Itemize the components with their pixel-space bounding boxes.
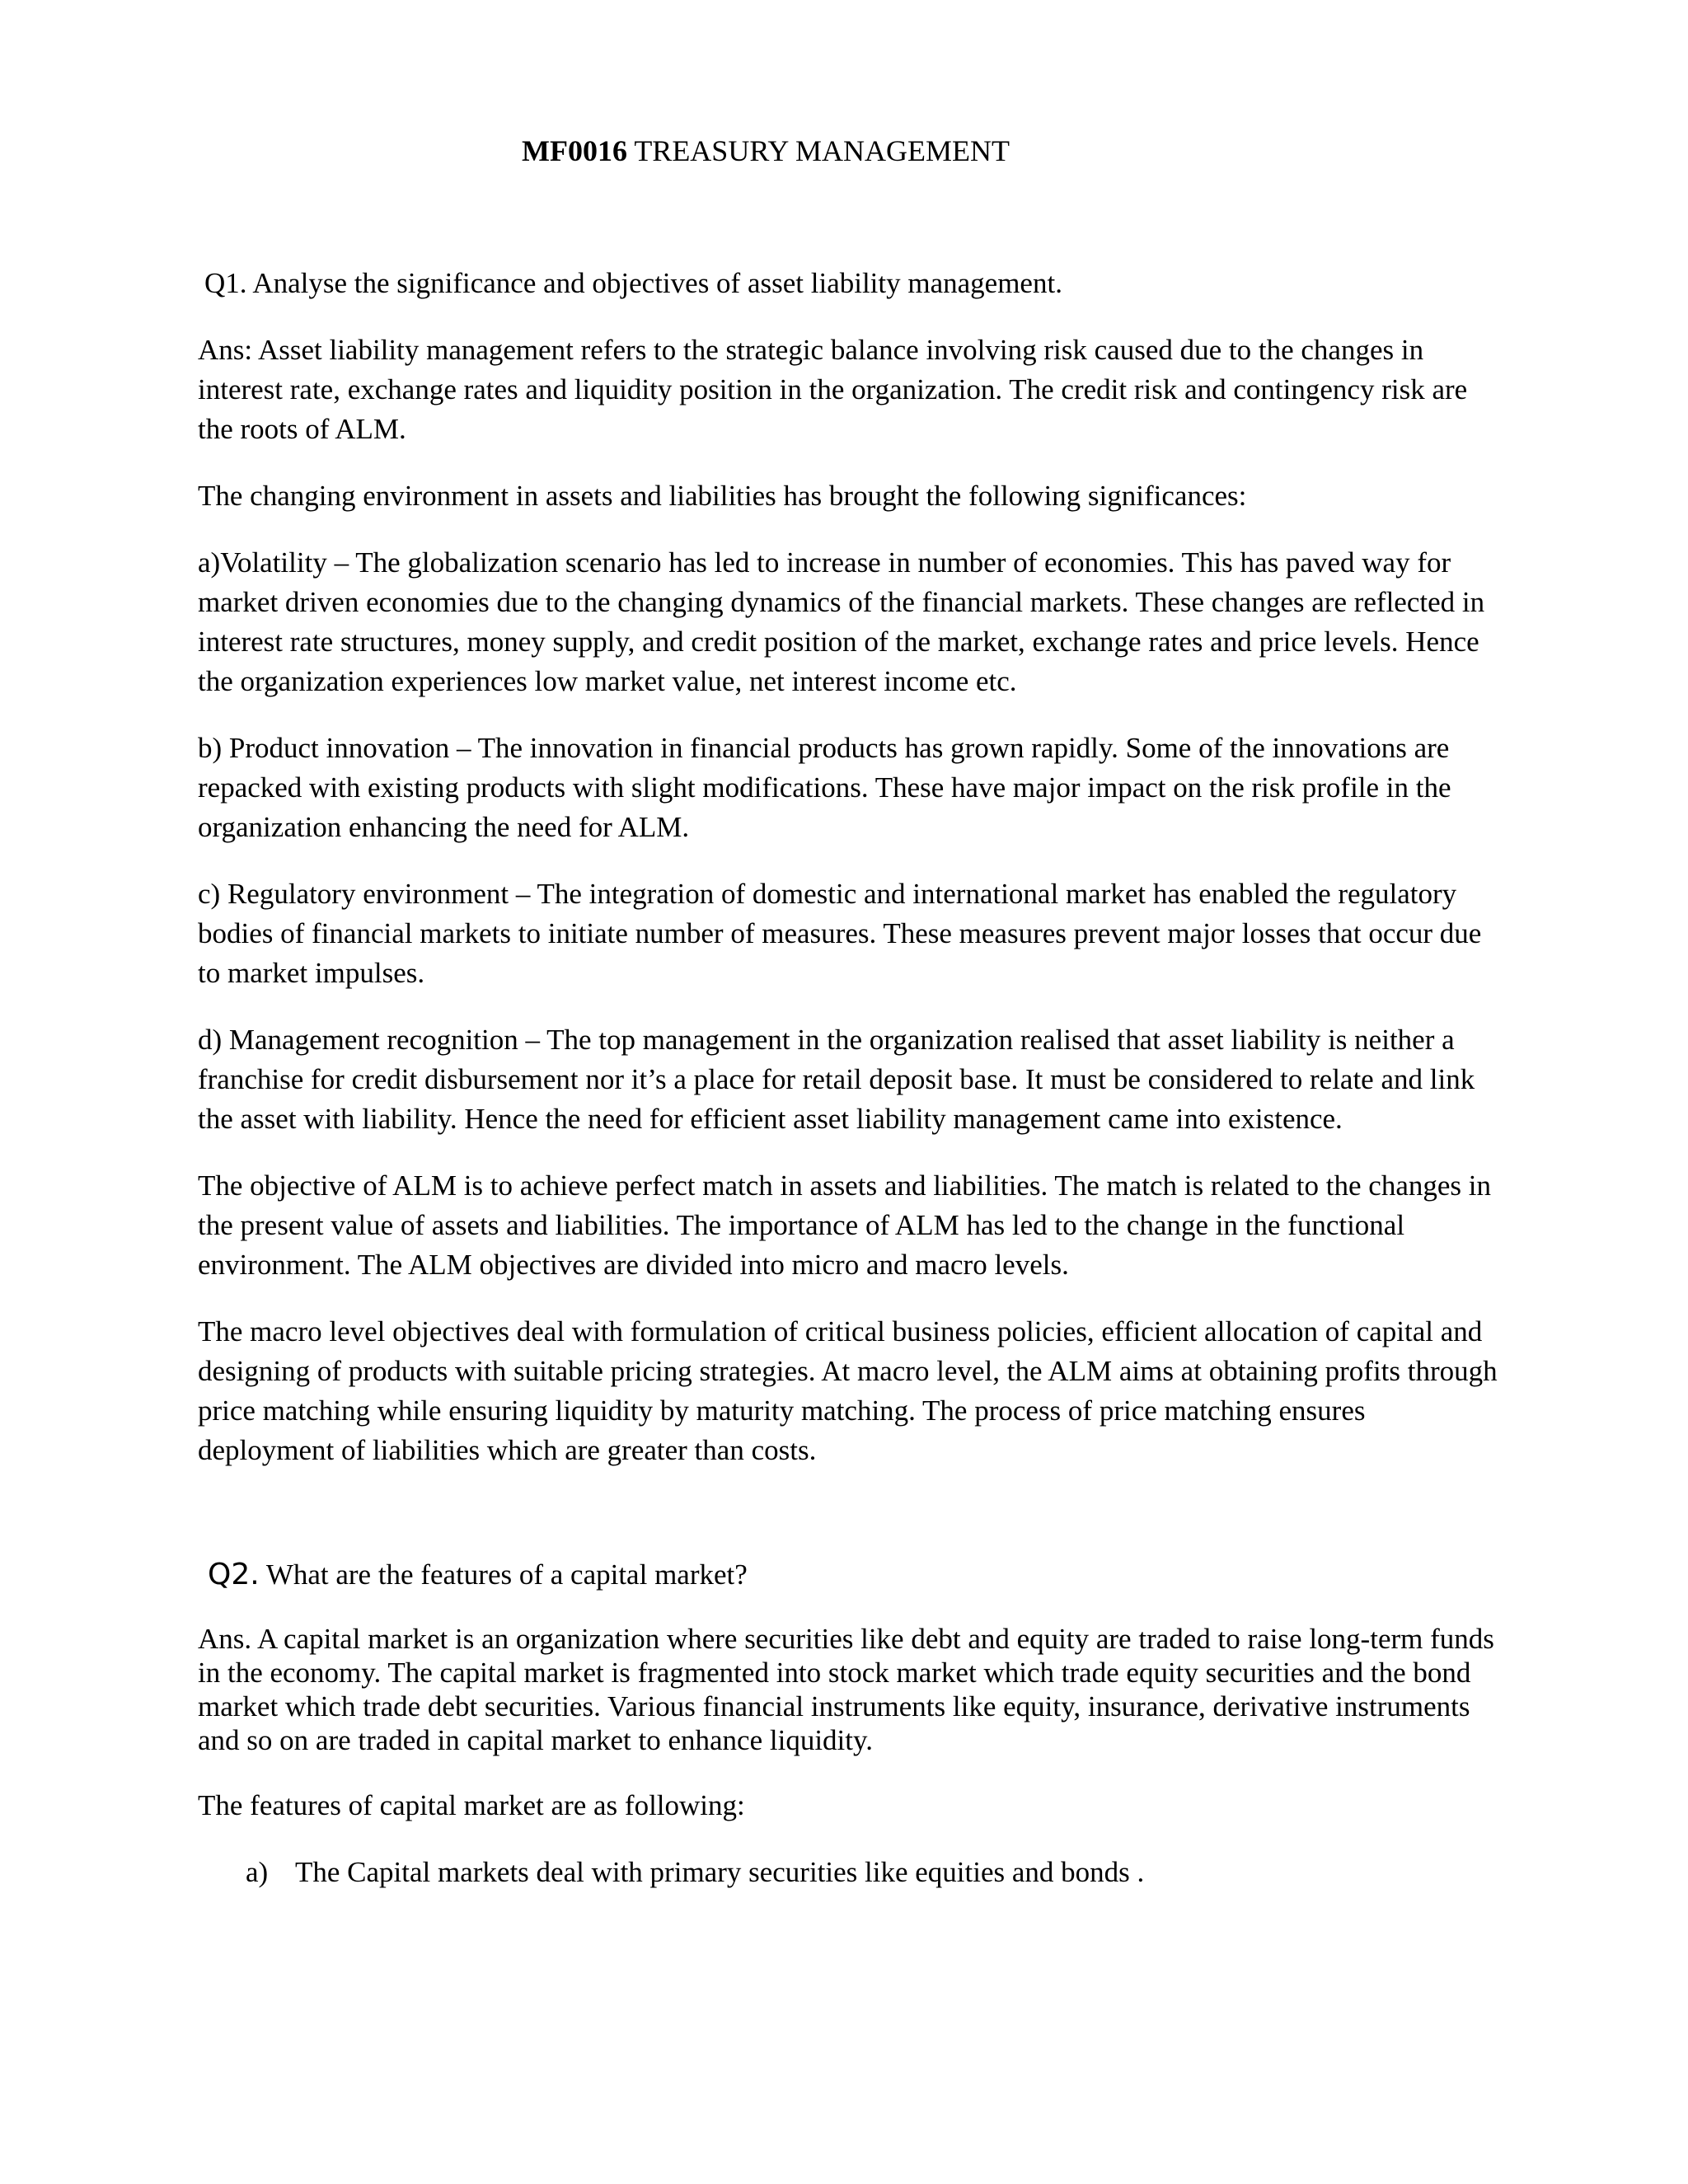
answer-1: Ans: Asset liability management refers to the strategic balance involving risk caused due to the changes in interest rate, exchange rates and liquidity position in the organization. The credit risk and contingency risk are the roots of ALM. [198, 334, 1468, 445]
list-marker: a) [246, 1856, 269, 1888]
course-name: TREASURY MANAGEMENT [634, 134, 1010, 167]
point-product-innovation: b) Product innovation – The innovation in financial products has grown rapidly. Some of the innovations are repacked with existing products with slight modifications. These have major impact on the risk profile in the organization enhancing the need for ALM. [198, 732, 1451, 843]
document-body [198, 264, 1500, 1892]
list-item [198, 1853, 1500, 1892]
question-2-text: What are the features of a capital market? [265, 1558, 748, 1591]
answer-2: Ans. A capital market is an organization where securities like debt and equity are traded to raise long-term funds in the economy. The capital market is fragmented into stock market which trade equity securities and the bond market which trade debt securities. Various financial instruments like equity, insurance, derivative instruments and so on are traded in capital market to enhance liquidity. [198, 1623, 1494, 1756]
alm-objective: The objective of ALM is to achieve perfect match in assets and liabilities. The match is related to the changes in the present value of assets and liabilities. The importance of ALM has led to the change in the functional environment. The ALM objectives are divided into micro and macro levels. [198, 1169, 1491, 1281]
question-2 [208, 1555, 1500, 1595]
features-intro: The features of capital market are as following: [198, 1789, 745, 1821]
point-regulatory-environment: c) Regulatory environment – The integration of domestic and international market has enabled the regulatory bodies of financial markets to initiate number of measures. These measures prevent major losses that occur due to market impulses. [198, 878, 1482, 989]
point-volatility: a)Volatility – The globalization scenario has led to increase in number of economies. This has paved way for market driven economies due to the changing dynamics of the financial markets. These changes are reflected in interest rate structures, money supply, and credit position of the market, exchange rates and price levels. Hence the organization experiences low market value, net interest income etc. [198, 546, 1485, 697]
features-list [198, 1853, 1500, 1892]
point-management-recognition: d) Management recognition – The top management in the organization realised that asset liability is neither a franchise for credit disbursement nor it’s a place for retail deposit base. It must be considered to relate and link the asset with liability. Hence the need for efficient asset liability management came into existence. [198, 1024, 1475, 1135]
question-2-label: Q2. [208, 1558, 260, 1591]
list-item-text: The Capital markets deal with primary securities like equities and bonds . [295, 1856, 1145, 1888]
significances-intro: The changing environment in assets and liabilities has brought the following significances: [198, 480, 1247, 512]
page-title [0, 134, 1688, 168]
question-1: Q1. Analyse the significance and objectives of asset liability management. [204, 267, 1062, 299]
course-code: MF0016 [521, 134, 627, 167]
macro-objectives: The macro level objectives deal with formulation of critical business policies, efficient allocation of capital and designing of products with suitable pricing strategies. At macro level, the ALM aims at obtaining profits through price matching while ensuring liquidity by maturity matching. The process of price matching ensures deployment of liabilities which are greater than costs. [198, 1315, 1498, 1466]
